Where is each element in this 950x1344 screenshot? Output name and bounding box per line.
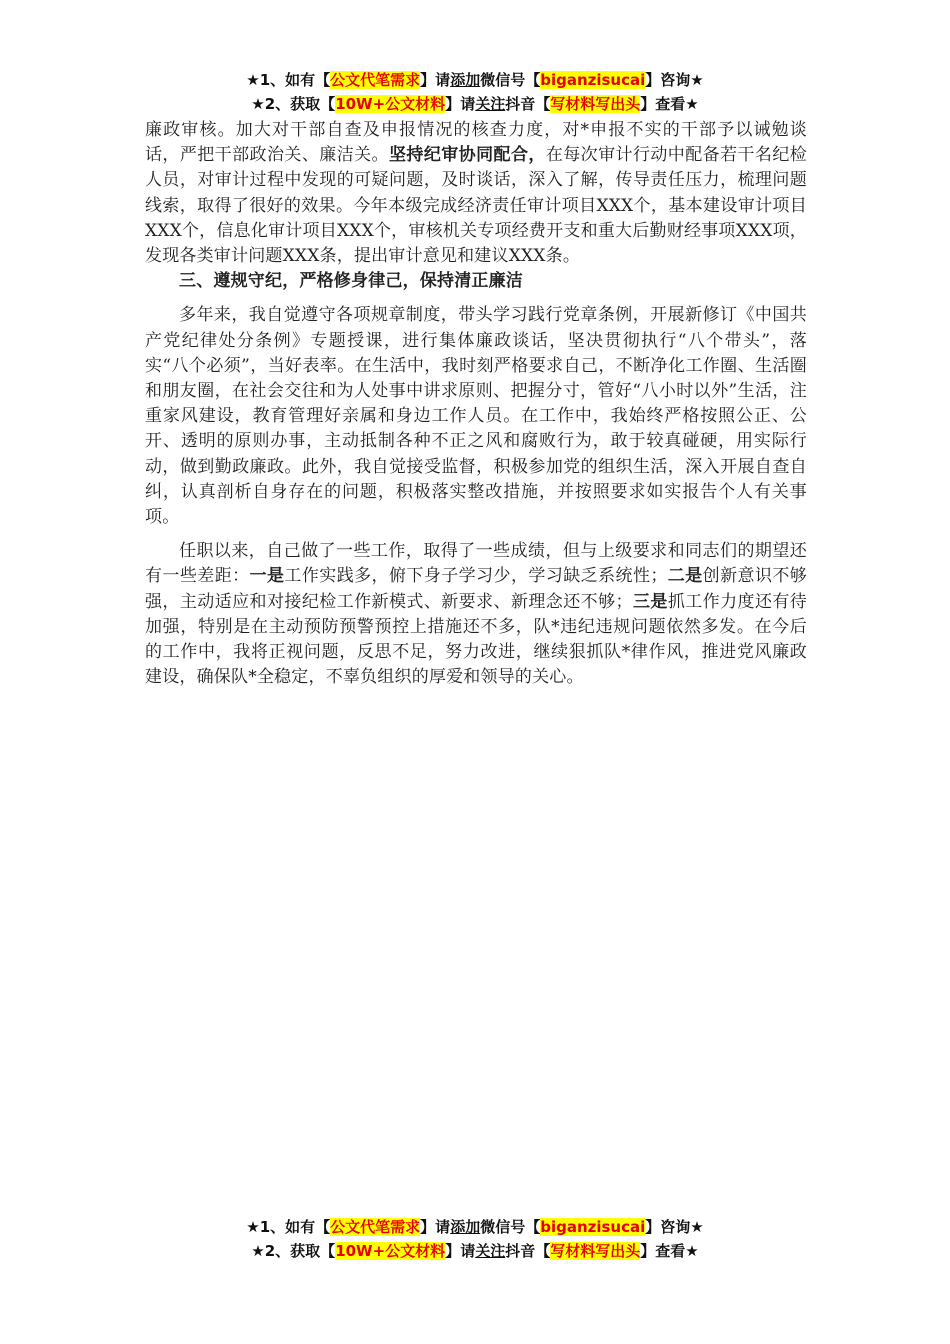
banner-text: ★1、如有【: [246, 71, 331, 89]
paragraph-text: 抓工作力度还有待加强，特别是在主动预防预警预控上措施还不多，队*违纪违规问题依然多发。在今后的工作中，我将正视问题，反思不足，努力改进，继续狠抓队*律作风，推进党风廉政建设，确保队*全稳定，不辜负组织的厚爱和领导的关心。: [145, 591, 807, 688]
banner-text: ★2、获取【: [251, 95, 336, 113]
paragraph-text: 廉政审核。加大对干部自查及申报情况的核查力度，对*申报不实的干部予以诫勉谈话，严把干部政治关、廉洁关。: [145, 120, 807, 166]
banner-highlight: 公文代笔需求: [330, 71, 421, 89]
banner-text: 】查看★: [640, 95, 699, 113]
bold-phrase: 三是: [632, 591, 668, 612]
header-banner: [0, 68, 950, 116]
document-body: [145, 118, 807, 690]
banner-text: 微信号【: [480, 71, 541, 89]
paragraph-shortcomings: [145, 539, 807, 690]
banner-highlight: 10W+公文材料: [335, 95, 446, 113]
banner-highlight: 写材料写出头: [550, 95, 641, 113]
banner-text: 】请: [445, 1242, 476, 1260]
banner-highlight: 10W+公文材料: [335, 1242, 446, 1260]
banner-line-2: [0, 1239, 950, 1263]
paragraph-text: 工作实践多，俯下身子学习少，学习缺乏系统性；: [284, 566, 668, 587]
paragraph-discipline: 多年来，我自觉遵守各项规章制度，带头学习践行党章条例，开展新修订《中国共产党纪律处分条例》专题授课，进行集体廉政谈话，坚决贯彻执行“八个带头”，落实“八个必须”，当好表率。在生活中，我时刻严格要求自己，不断净化工作圈、生活圈和朋友圈，在社会交往和为人处事中讲求原则、把握分寸，管好“八小时以外”生活，注重家风建设，教育管理好亲属和身边工作人员。在工作中，我始终严格按照公正、公开、透明的原则办事，主动抵制各种不正之风和腐败行为，敢于较真碰硬，用实际行动，做到勤政廉政。此外，我自觉接受监督，积极参加党的组织生活，深入开展自查自纠，认真剖析自身存在的问题，积极落实整改措施，并按照要求如实报告个人有关事项。: [145, 305, 807, 528]
banner-text: 】咨询★: [645, 71, 704, 89]
paragraph-text: 在每次审计行动中配备若干名纪检人员，对审计过程中发现的可疑问题，及时谈话，深入了解，传导责任压力，梳理问题线索，取得了很好的效果。今年本级完成经济责任审计项目XXX个，基本建设审计项目XXX个，信息化审计项目XXX个，审核机关专项经费开支和重大后勤财经事项XXX项，发现各类审计问题XXX条，提出审计意见和建议XXX条。: [145, 145, 807, 267]
banner-highlight: 公文代笔需求: [330, 1218, 421, 1236]
banner-line-2: [0, 92, 950, 116]
banner-highlight: biganzisucai: [540, 71, 646, 89]
paragraph-audit: [145, 118, 807, 269]
banner-line-1: [0, 68, 950, 92]
banner-text: 抖音【: [505, 1242, 551, 1260]
banner-text: 】请: [445, 95, 476, 113]
bold-phrase: 坚持纪审协同配合，: [388, 145, 546, 166]
banner-text: 抖音【: [505, 95, 551, 113]
banner-highlight: biganzisucai: [540, 1218, 646, 1236]
banner-text: 】请: [420, 71, 451, 89]
banner-text: 】请: [420, 1218, 451, 1236]
banner-text: 】咨询★: [645, 1218, 704, 1236]
paragraph-text: 任职以来，自己做了一些工作，取得了一些成绩，但与上级要求和同志们的期望还有一些差距：: [145, 541, 807, 587]
banner-underline: 关注: [475, 1242, 506, 1260]
banner-underline: 添加: [450, 71, 481, 89]
banner-line-1: [0, 1215, 950, 1239]
banner-highlight: 写材料写出头: [550, 1242, 641, 1260]
banner-text: ★1、如有【: [246, 1218, 331, 1236]
banner-underline: 添加: [450, 1218, 481, 1236]
bold-phrase: 一是: [249, 566, 285, 587]
bold-phrase: 二是: [667, 566, 703, 587]
banner-text: 】查看★: [640, 1242, 699, 1260]
banner-text: ★2、获取【: [251, 1242, 336, 1260]
footer-banner: [0, 1215, 950, 1263]
banner-underline: 关注: [475, 95, 506, 113]
section-heading: 三、遵规守纪，严格修身律己，保持清正廉洁: [179, 271, 523, 292]
paragraph-text: 创新意识不够强，主动适应和对接纪检工作新模式、新要求、新理念还不够；: [145, 566, 808, 612]
banner-text: 微信号【: [480, 1218, 541, 1236]
